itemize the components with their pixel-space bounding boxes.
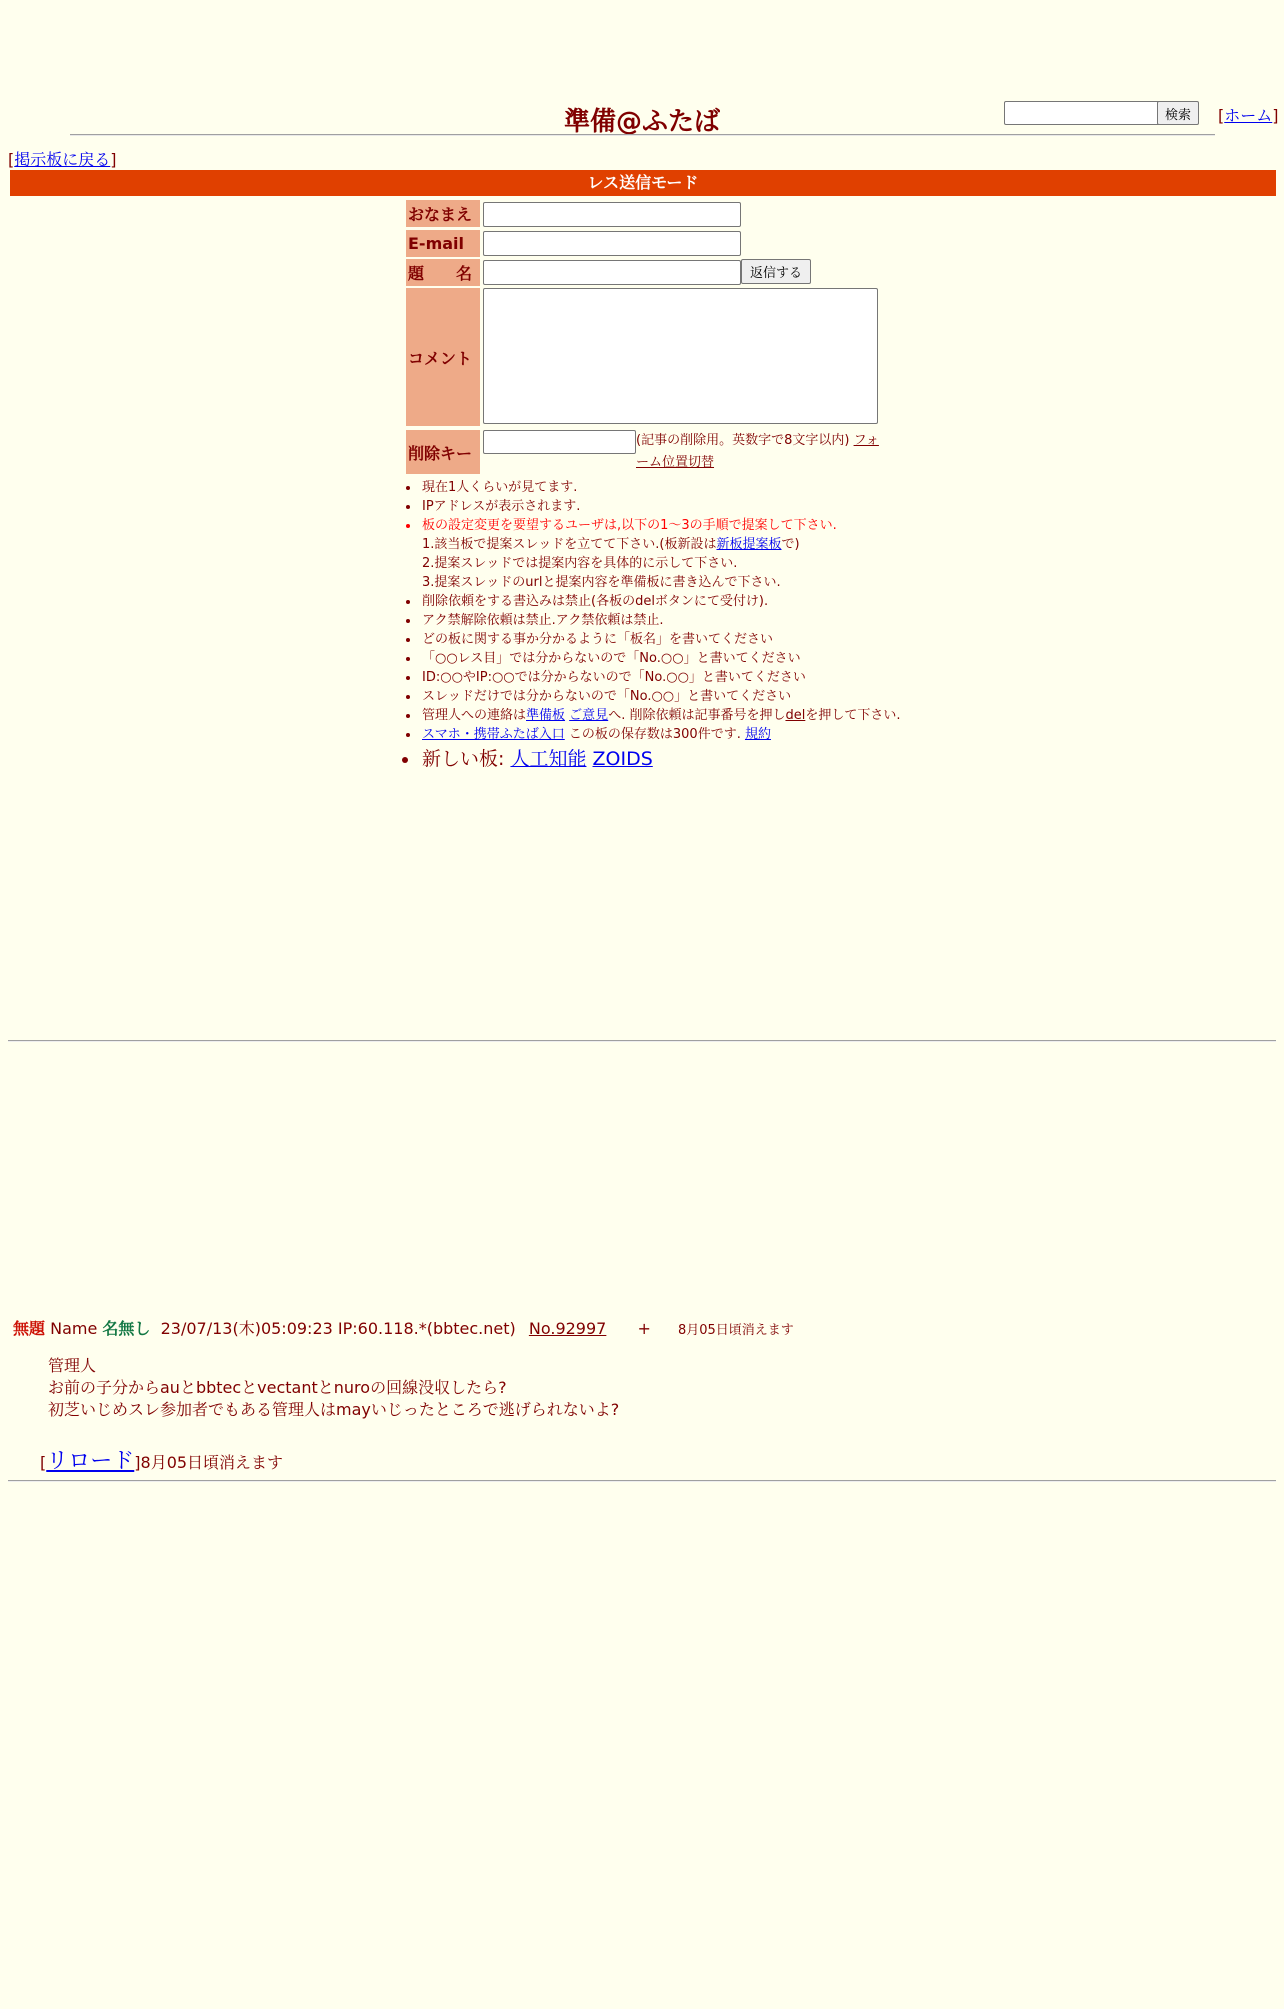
back-to-board-link[interactable]: 掲示板に戻る	[14, 150, 111, 169]
name-field[interactable]	[483, 202, 741, 227]
reply-submit-button[interactable]: 返信する	[741, 259, 811, 284]
delete-key-field[interactable]	[483, 430, 636, 454]
note-ip: • IPアドレスが表示されます.	[420, 497, 900, 516]
note-id-ip: • ID:○○やIP:○○では分からないので「No.○○」と書いてください	[420, 668, 900, 687]
title-divider	[70, 134, 1215, 136]
subject-field[interactable]	[483, 260, 741, 285]
terms-link[interactable]: 規約	[744, 727, 771, 742]
note-contact	[420, 706, 900, 725]
junbi-board-link[interactable]: 準備板	[526, 708, 566, 723]
note-proposal	[420, 516, 900, 592]
search-button[interactable]: 検索	[1157, 101, 1199, 125]
post-expire: 8月05日頃消えます	[677, 1323, 794, 1338]
post-name: 名無し	[102, 1319, 151, 1338]
post-header	[13, 1316, 794, 1339]
reply-mode-bar: レス送信モード	[10, 170, 1276, 196]
subject-label: 題 名	[406, 259, 480, 286]
contact-text: 管理人への連絡は	[422, 708, 527, 723]
note-board-name: • どの板に関する事か分かるように「板名」を書いてください	[420, 630, 900, 649]
post-body-line: 初芝いじめスレ参加者でもある管理人はmayいじったところで逃げられないよ?	[48, 1400, 620, 1419]
post-subject: 無題	[13, 1319, 46, 1338]
new-board-zoids-link[interactable]: ZOIDS	[592, 748, 653, 770]
note-ban: • アク禁解除依頼は禁止.アク禁依頼は禁止.	[420, 611, 900, 630]
post-body-line: 管理人	[48, 1356, 97, 1375]
note-thread: • スレッドだけでは分からないので「No.○○」と書いてください	[420, 687, 900, 706]
note-proposal-step2: 2.提案スレッドでは提案内容を具体的に示して下さい.	[422, 556, 738, 571]
contact-text-2: へ. 削除依頼は記事番号を押し	[608, 708, 786, 723]
post-body	[48, 1355, 619, 1421]
new-board-proposal-link[interactable]: 新板提案板	[716, 537, 782, 552]
post-datetime: 23/07/13(木)05:09:23 IP:60.118.*(bbtec.net)	[160, 1319, 516, 1338]
comment-textarea[interactable]	[483, 288, 878, 424]
reload-link[interactable]: リロード	[46, 1449, 135, 1474]
step1-suffix: で)	[781, 537, 800, 552]
delete-key-note	[636, 430, 881, 474]
note-proposal-step1	[422, 535, 900, 554]
board-notes-list	[402, 478, 900, 774]
back-link-wrap: [掲示板に戻る]	[8, 150, 117, 169]
post-body-line: お前の子分からauとbbtecとvectantとnuroの回線没収したら?	[48, 1378, 507, 1397]
form-position-toggle-link[interactable]: フォーム位置切替	[636, 433, 879, 470]
contact-text-3: を押して下さい.	[805, 708, 901, 723]
note-new-boards	[420, 744, 900, 774]
note-res-number: • 「○○レス目」では分からないので「No.○○」と書いてください	[420, 649, 900, 668]
post-name-label: Name	[50, 1319, 98, 1338]
footer-expire: 8月05日頃消えます	[140, 1453, 284, 1472]
new-board-ai-link[interactable]: 人工知能	[510, 748, 587, 770]
home-link-wrap: [ホーム]	[1218, 106, 1279, 125]
note-delete-request: • 削除依頼をする書込みは禁止(各板のdelボタンにて受付け).	[420, 592, 900, 611]
note-viewers: • 現在1人くらいが見てます.	[420, 478, 900, 497]
note-mobile	[420, 725, 900, 744]
home-link[interactable]: ホーム	[1224, 106, 1273, 125]
thread-bottom-divider	[8, 1480, 1276, 1482]
comment-label: コメント	[406, 288, 480, 426]
email-label: E-mail	[406, 230, 480, 257]
storage-count-text: この板の保存数は300件です.	[564, 727, 741, 742]
del-word: del	[785, 708, 806, 723]
note-proposal-text: 板の設定変更を要望するユーザは,以下の1〜3の手順で提案して下さい.	[422, 518, 837, 533]
new-boards-label: 新しい板:	[422, 748, 511, 770]
reload-wrap: [リロード]8月05日頃消えます	[40, 1449, 284, 1474]
email-field[interactable]	[483, 231, 741, 256]
page-title: 準備@ふたば	[563, 107, 720, 137]
post-plus-button[interactable]: +	[637, 1319, 651, 1338]
delete-key-label: 削除キー	[406, 430, 480, 474]
post-number-link[interactable]: No.92997	[528, 1319, 607, 1338]
step1-text: 1.該当板で提案スレッドを立てて下さい.(板新設は	[422, 537, 717, 552]
note-proposal-step3: 3.提案スレッドのurlと提案内容を準備板に書き込んで下さい.	[422, 575, 781, 590]
thread-top-divider	[8, 1040, 1276, 1042]
delete-key-hint: (記事の削除用。英数字で8文字以内)	[636, 433, 850, 448]
name-label: おなまえ	[406, 200, 480, 227]
feedback-link[interactable]: ご意見	[569, 708, 609, 723]
mobile-entrance-link[interactable]: スマホ・携帯ふたば入口	[422, 727, 565, 742]
